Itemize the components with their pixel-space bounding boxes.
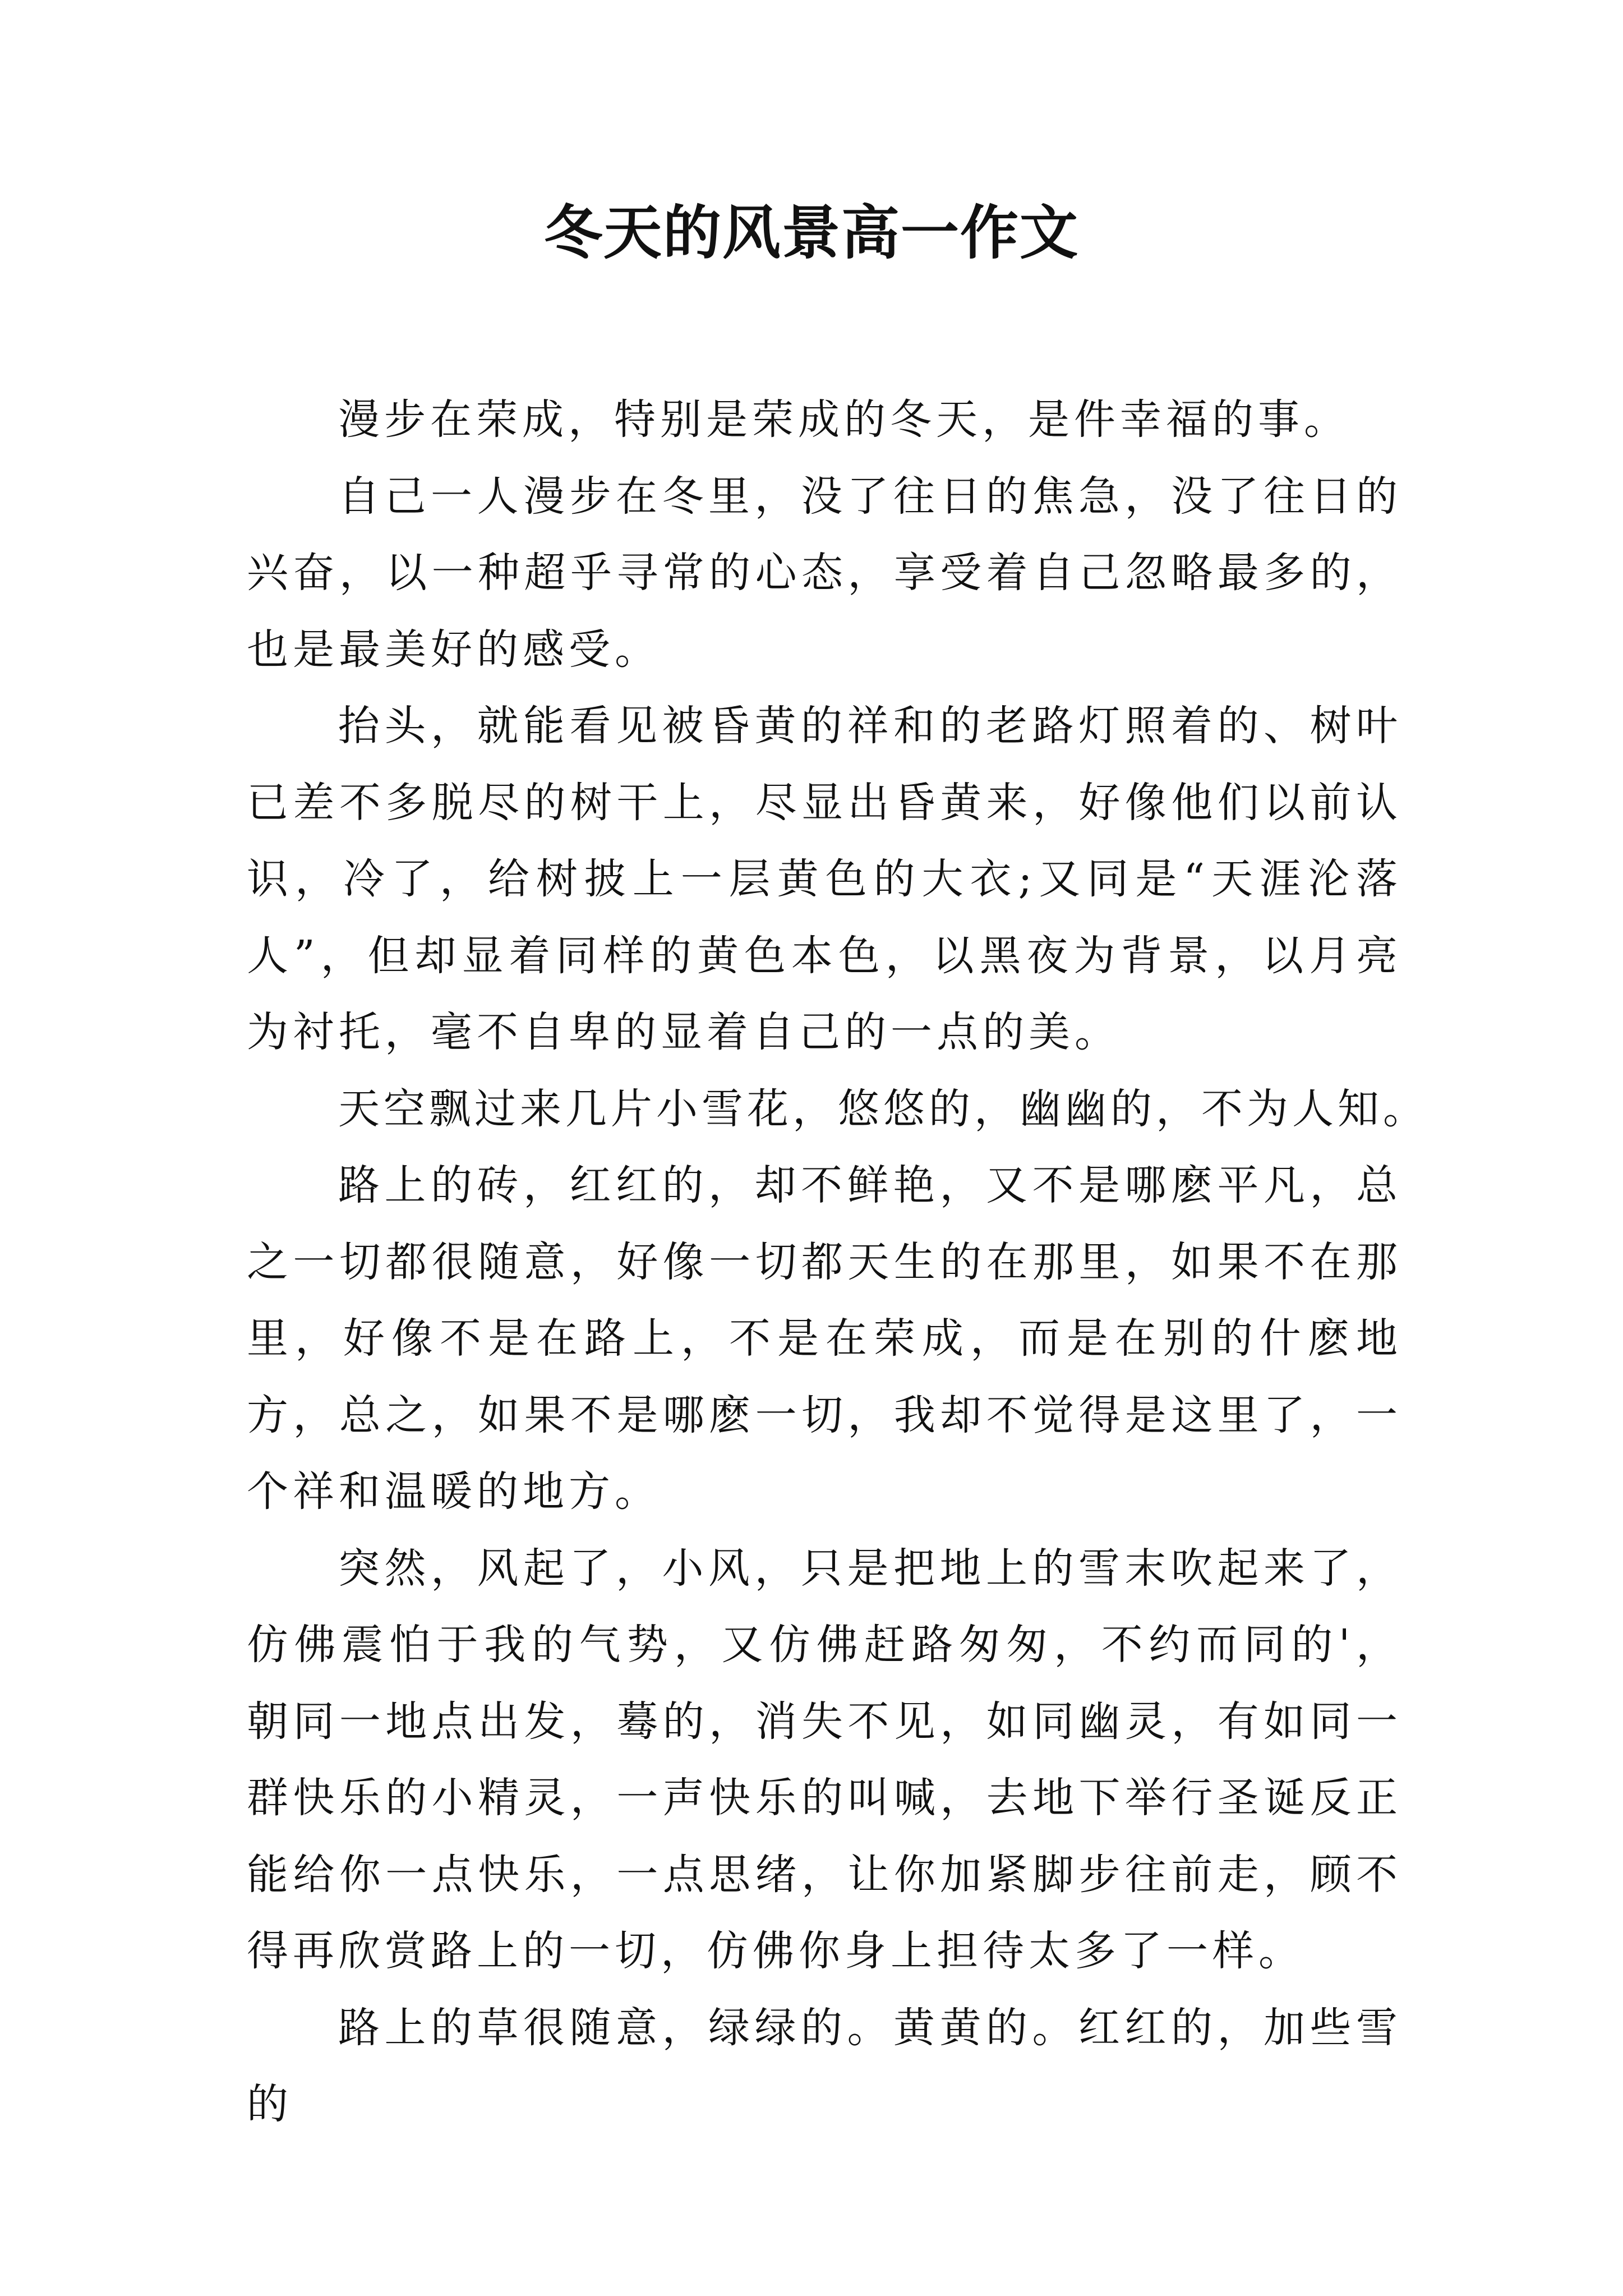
paragraph-2: 自己一人漫步在冬里，没了往日的焦急，没了往日的兴奋，以一种超乎寻常的心态，享受着自己忽略最多的，也是最美好的感受。: [247, 472, 1402, 674]
paragraph-1: 漫步在荣成，特别是荣成的冬天，是件幸福的事。: [338, 395, 1350, 444]
paragraph-7: 路上的草很随意，绿绿的。黄黄的。红红的，加些雪的: [247, 2003, 1402, 2128]
paragraph-3: 抬头，就能看见被昏黄的祥和的老路灯照着的、树叶已差不多脱尽的树干上，尽显出昏黄来，好像他们以前认识，冷了，给树披上一层黄色的大衣;又同是“天涯沦落人”，但却显着同样的黄色本色，以黑夜为背景，以月亮为衬托，毫不自卑的显着自己的一点的美。: [247, 702, 1402, 1056]
paragraph-5: 路上的砖，红红的，却不鲜艳，又不是哪麽平凡，总之一切都很随意，好像一切都天生的在那里，如果不在那里，好像不是在路上，不是在荣成，而是在别的什麽地方，总之，如果不是哪麽一切，我却不觉得是这里了，一个祥和温暖的地方。: [247, 1161, 1402, 1516]
paragraph-4: 天空飘过来几片小雪花，悠悠的，幽幽的，不为人知。: [338, 1084, 1428, 1133]
document-title: 冬天的风景高一作文: [543, 198, 1079, 267]
paragraph-6: 突然，风起了，小风，只是把地上的雪末吹起来了，仿佛震怕于我的气势，又仿佛赶路匆匆，不约而同的'，朝同一地点出发，蓦的，消失不见，如同幽灵，有如同一群快乐的小精灵，一声快乐的叫喊，去地下举行圣诞反正能给你一点快乐，一点思绪，让你加紧脚步往前走，顾不得再欣赏路上的一切，仿佛你身上担待太多了一样。: [247, 1544, 1402, 1975]
document-body: [247, 381, 1428, 2143]
